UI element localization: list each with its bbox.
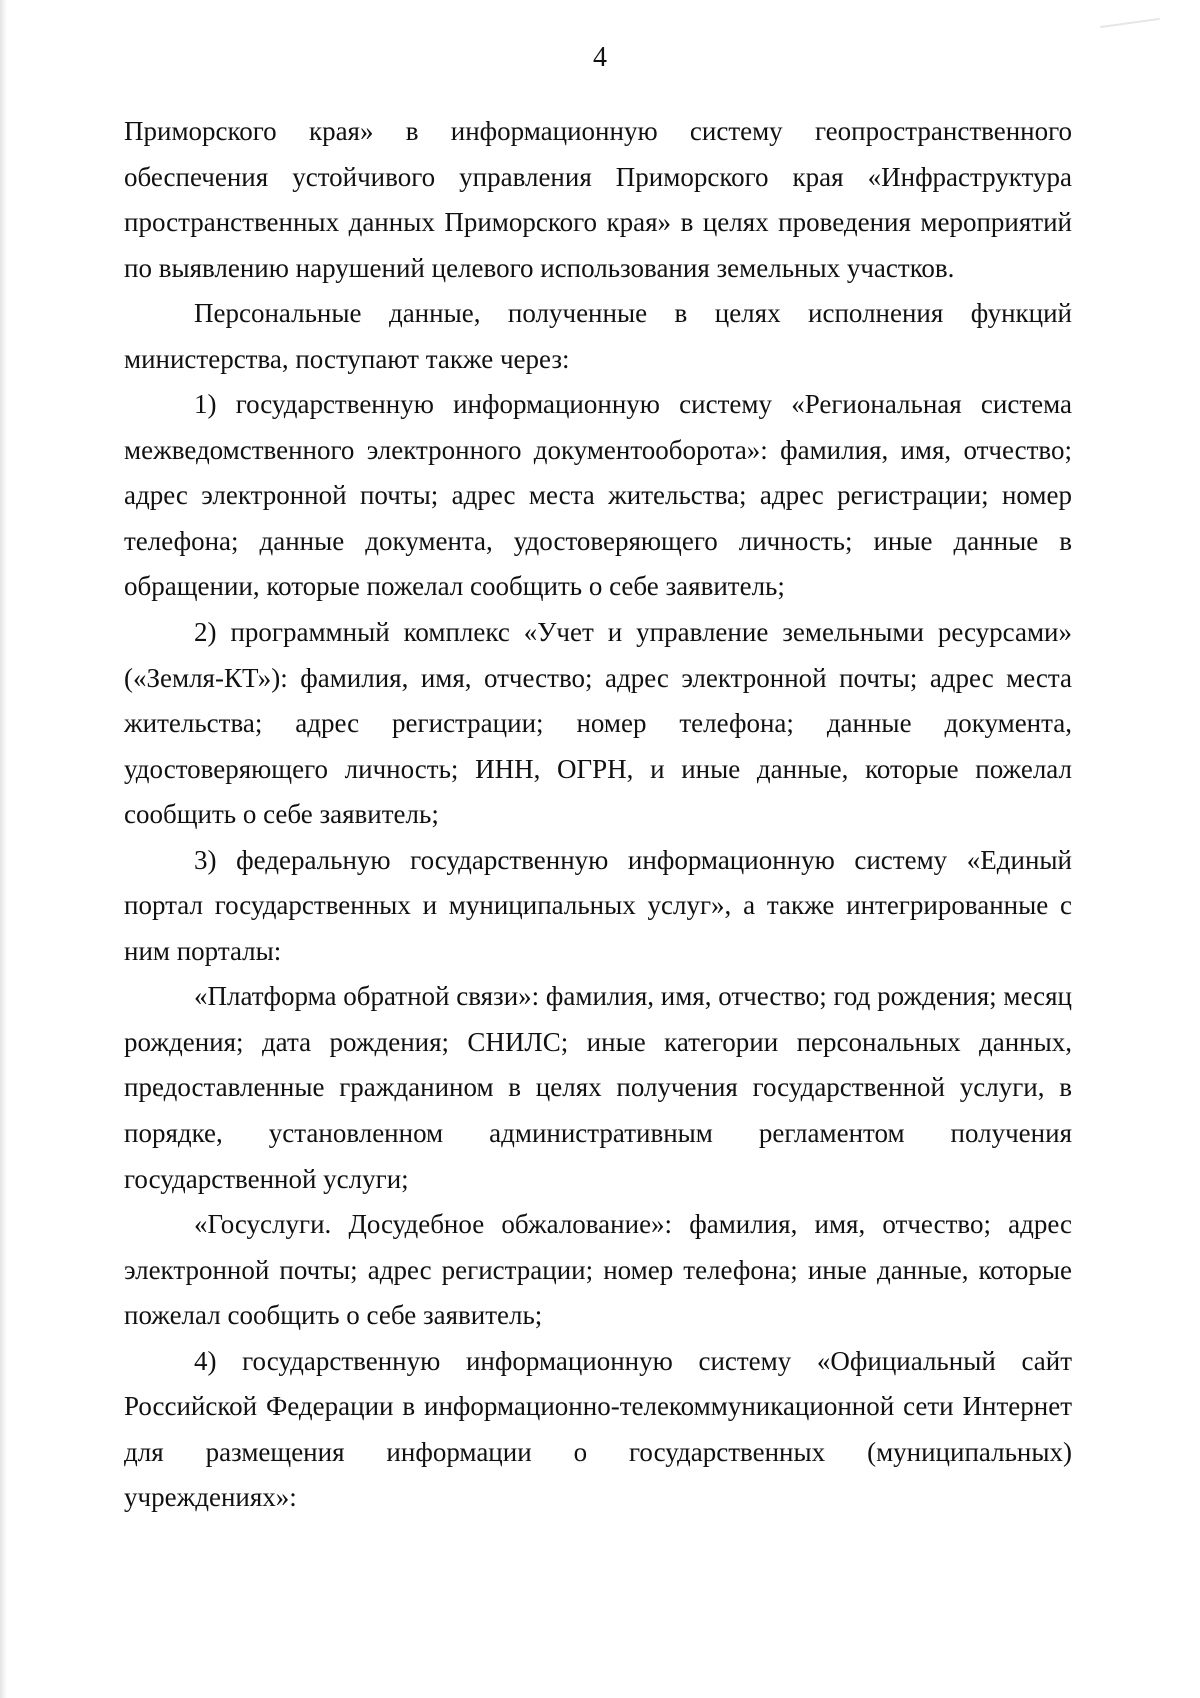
document-body bbox=[124, 109, 1072, 1521]
paragraph-8: 4) государственную информационную систему «Официальный сайт Российской Федерации в информационно-телекоммуникационной сети Интернет для размещения информации о государственных (муниципальных) учреждениях»: bbox=[124, 1345, 1072, 1513]
paragraph-5: 3) федеральную государственную информационную систему «Единый портал государственных и муниципальных услуг», а также интегрированные с ним порталы: bbox=[124, 844, 1072, 966]
paragraph-1: Приморского края» в информационную систему геопространственного обеспечения устойчивого управления Приморского края «Инфраструктура пространственных данных Приморского края» в целях проведения мероприятий по выявлению нарушений целевого использования земельных участков. bbox=[124, 116, 1072, 283]
scan-artifact-mark bbox=[1100, 18, 1160, 28]
paragraph-2: Персональные данные, полученные в целях исполнения функций министерства, поступают также через: bbox=[124, 298, 1072, 374]
scan-edge-shadow bbox=[0, 0, 7, 1698]
paragraph-6: «Платформа обратной связи»: фамилия, имя, отчество; год рождения; месяц рождения; дата рождения; СНИЛС; иные категории персональных данных, предоставленные гражданином в целях получения государственной услуги, в порядке, установленном административным регламентом получения государственной услуги; bbox=[124, 981, 1072, 1194]
page-number: 4 bbox=[593, 42, 607, 73]
paragraph-3: 1) государственную информационную систему «Региональная система межведомственного электронного документооборота»: фамилия, имя, отчество; адрес электронной почты; адрес места жительства; адрес регистрации; номер телефона; данные документа, удостоверяющего личность; иные данные в обращении, которые пожелал сообщить о себе заявитель; bbox=[124, 389, 1072, 602]
paragraph-4: 2) программный комплекс «Учет и управление земельными ресурсами» («Земля-КТ»): фамилия, имя, отчество; адрес электронной почты; адрес места жительства; адрес регистрации; номер телефона; данные документа, удостоверяющего личность; ИНН, ОГРН, и иные данные, которые пожелал сообщить о себе заявитель; bbox=[124, 617, 1072, 830]
paragraph-7: «Госуслуги. Досудебное обжалование»: фамилия, имя, отчество; адрес электронной почты; адрес регистрации; номер телефона; иные данные, которые пожелал сообщить о себе заявитель; bbox=[124, 1209, 1072, 1331]
